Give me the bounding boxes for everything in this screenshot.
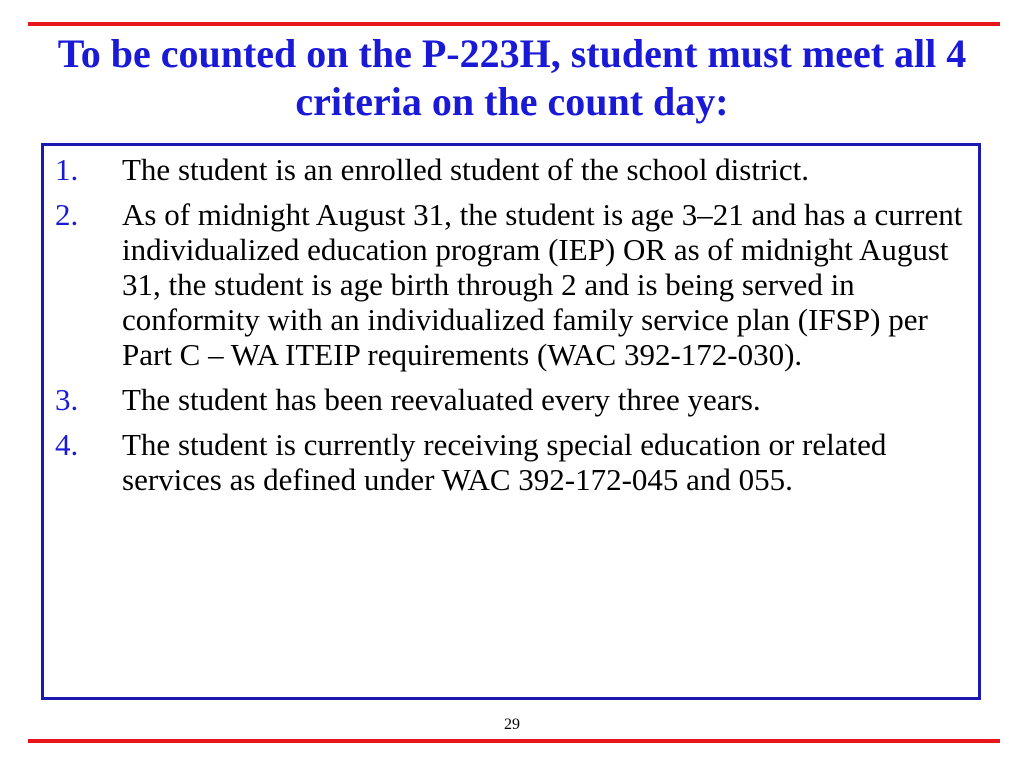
bottom-divider-line xyxy=(28,739,1000,743)
criteria-list xyxy=(44,146,978,497)
criterion-number: 3. xyxy=(55,382,79,417)
slide-title: To be counted on the P-223H, student must meet all 4 criteria on the count day: xyxy=(57,31,967,124)
criterion-number: 4. xyxy=(55,427,79,462)
page-number: 29 xyxy=(504,716,520,733)
top-divider-line xyxy=(28,22,1000,26)
criterion-text: The student is currently receiving special education or related services as defined under WAC 392-172-045 and 055. xyxy=(122,427,887,497)
criterion-item xyxy=(44,197,970,372)
criterion-item xyxy=(44,382,970,417)
criterion-number: 1. xyxy=(55,152,79,187)
criterion-text: As of midnight August 31, the student is age 3–21 and has a current individualized education program (IEP) OR as of midnight August 31, the student is age birth through 2 and is being served in conformity with an individualized family service plan (IFSP) per Part C – WA ITEIP requirements (WAC 392-172-030). xyxy=(122,197,963,372)
criterion-item xyxy=(44,427,970,497)
criterion-item xyxy=(44,152,970,187)
criteria-box xyxy=(41,143,981,700)
criterion-number: 2. xyxy=(55,197,79,232)
criterion-text: The student is an enrolled student of the school district. xyxy=(122,152,810,187)
criterion-text: The student has been reevaluated every three years. xyxy=(122,382,761,417)
